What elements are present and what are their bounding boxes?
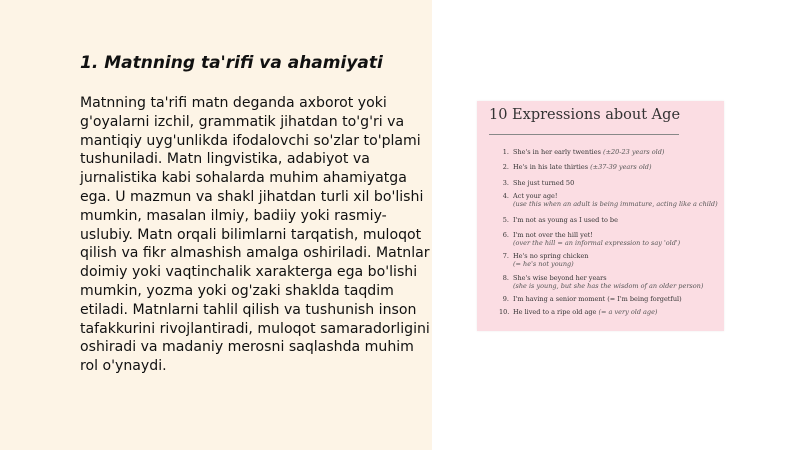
section-heading: 1. Matnning ta'rifi va ahamiyati: [80, 53, 383, 73]
item-number: 1.: [502, 148, 509, 156]
list-item: [513, 192, 721, 208]
item-number: 4.: [502, 192, 509, 200]
list-item: [513, 274, 721, 290]
item-text: I'm having a senior moment (= I'm being forgetful): [513, 295, 682, 303]
item-note: (use this when an adult is being immature, acting like a child): [513, 200, 718, 208]
list-item: [513, 308, 721, 316]
item-text: I'm not over the hill yet!: [513, 231, 593, 239]
list-item: [513, 252, 721, 268]
item-number: 3.: [502, 179, 509, 187]
list-item: [513, 179, 721, 187]
body-paragraph: Matnning ta'rifi matn deganda axborot yoki g'oyalarni izchil, grammatik jihatdan to'g'ri va mantiqiy uyg'unlikda ifodalovchi so'zlar to'plami tushuniladi. Matn lingvistika, adabiyot va jurnalistika kabi sohalarda muhim ahamiyatga ega. U mazmun va shakl jihatdan turli xil bo'lishi mumkin, masalan ilmiy, badiiy yoki rasmiy-uslubiy. Matn orqali bilimlarni tarqatish, muloqot qilish va fikr almashish amalga oshiriladi. Matnlar doimiy yoki vaqtinchalik xarakterga ega bo'lishi mumkin, yozma yoki og'zaki shaklda taqdim etiladi. Matnlarni tahlil qilish va tushunish inson tafakkurini rivojlantiradi, muloqot samaradorligini oshiradi va madaniy merosni saqlashda muhim rol o'ynaydi.: [80, 95, 430, 375]
item-note: (= a very old age): [598, 308, 658, 316]
item-text: He lived to a ripe old age: [513, 308, 597, 316]
list-item: [513, 231, 721, 247]
item-note: (±37-39 years old): [590, 163, 652, 171]
item-text: Act your age!: [513, 192, 558, 200]
item-text: She's in her early twenties: [513, 148, 601, 156]
list-item: [513, 163, 721, 171]
list-item: [513, 295, 721, 303]
item-number: 5.: [502, 216, 509, 224]
item-note: (= he's not young): [513, 260, 574, 268]
item-text: She just turned 50: [513, 179, 575, 187]
expressions-card: [477, 101, 724, 331]
card-title: 10 Expressions about Age: [489, 107, 681, 123]
item-number: 2.: [502, 163, 509, 171]
item-text: He's no spring chicken: [513, 252, 589, 260]
expressions-list: [477, 101, 724, 331]
list-item: [513, 148, 721, 156]
item-text: I'm not as young as I used to be: [513, 216, 618, 224]
item-number: 6.: [502, 231, 509, 239]
item-note: (over the hill = an informal expression to say 'old'): [513, 239, 681, 247]
item-number: 10.: [499, 308, 510, 316]
item-number: 9.: [502, 295, 509, 303]
list-item: [513, 216, 721, 224]
item-note: (±20-23 years old): [603, 148, 665, 156]
item-note: (she is young, but she has the wisdom of an older person): [513, 282, 704, 290]
item-number: 8.: [502, 274, 509, 282]
item-number: 7.: [502, 252, 509, 260]
item-text: She's wise beyond her years: [513, 274, 607, 282]
item-text: He's in his late thirties: [513, 163, 589, 171]
